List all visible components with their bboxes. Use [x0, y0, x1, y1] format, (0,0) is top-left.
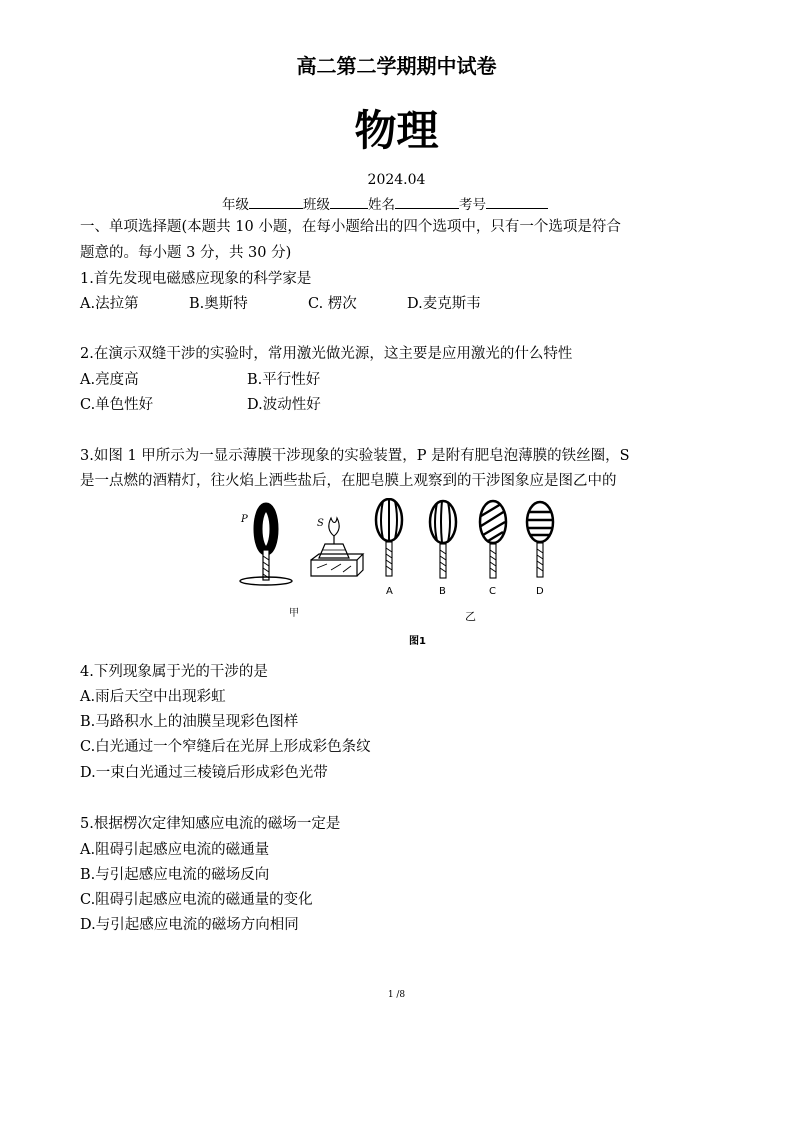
class-label: 班级 — [303, 197, 330, 213]
q1-stem: 1.首先发现电磁感应现象的科学家是 — [80, 271, 312, 287]
grade-blank[interactable] — [249, 195, 303, 209]
q4-option-a: A.雨后天空中出现彩虹 — [80, 689, 226, 705]
q3-stem-line1: 3.如图 1 甲所示为一显示薄膜干涉现象的实验装置，P 是附有肥皂泡薄膜的铁丝圈，S — [80, 448, 630, 464]
q1-option-a: A.法拉第 — [80, 296, 139, 312]
exam-title: 高二第二学期期中试卷 — [296, 54, 497, 78]
section-heading-line2: 题意的。每小题 3 分，共 30 分) — [80, 245, 292, 261]
q4-option-d: D.一束白光通过三棱镜后形成彩色光带 — [80, 765, 328, 781]
label-s: S — [317, 518, 324, 529]
fringe-option-c — [480, 501, 506, 578]
q5-stem: 5.根据楞次定律知感应电流的磁场一定是 — [80, 816, 341, 832]
q1-option-b: B.奥斯特 — [189, 296, 248, 312]
fringe-option-a — [376, 499, 402, 576]
q5-option-d: D.与引起感应电流的磁场方向相同 — [80, 917, 299, 933]
q1-option-d: D.麦克斯韦 — [407, 296, 481, 312]
q2-stem: 2.在演示双缝干涉的实验时，常用激光做光源，这主要是应用激光的什么特性 — [80, 346, 573, 362]
subject-title: 物理 — [354, 106, 439, 155]
q1-option-c: C. 楞次 — [308, 296, 357, 312]
label-p: P — [241, 514, 248, 525]
name-label: 姓名 — [368, 197, 395, 213]
fringe-option-b — [430, 501, 456, 578]
q3-stem-line2: 是一点燃的酒精灯，往火焰上洒些盐后，在肥皂膜上观察到的干涉图象应是图乙中的 — [80, 473, 617, 489]
fringe-option-d — [527, 502, 553, 577]
grade-label: 年级 — [222, 197, 249, 213]
label-yi: 乙 — [465, 610, 476, 623]
q5-option-a: A.阻碍引起感应电流的磁通量 — [80, 842, 270, 858]
class-blank[interactable] — [330, 195, 368, 209]
q4-stem: 4.下列现象属于光的干涉的是 — [80, 664, 268, 680]
q2-option-d: D.波动性好 — [247, 397, 321, 413]
choice-label-a: A — [386, 586, 393, 597]
student-info-line — [222, 193, 548, 213]
q4-option-c: C.白光通过一个窄缝后在光屏上形成彩色条纹 — [80, 739, 371, 755]
q5-option-c: C.阻碍引起感应电流的磁通量的变化 — [80, 892, 313, 908]
label-jia: 甲 — [289, 608, 299, 619]
figure-1 — [231, 498, 561, 650]
q4-option-b: B.马路积水上的油膜呈现彩色图样 — [80, 714, 299, 730]
choice-label-c: C — [489, 586, 496, 597]
q2-option-c: C.单色性好 — [80, 397, 154, 413]
figure-caption: 图1 — [409, 636, 426, 647]
exam-number-label: 考号 — [459, 197, 486, 213]
page-number: 1 /8 — [387, 990, 406, 1000]
q2-option-b: B.平行性好 — [247, 372, 321, 388]
name-blank[interactable] — [395, 195, 459, 209]
exam-number-blank[interactable] — [486, 195, 548, 209]
exam-date: 2024.04 — [367, 172, 426, 188]
choice-label-b: B — [439, 586, 446, 597]
wire-loop-apparatus — [240, 507, 292, 585]
choice-label-d: D — [536, 586, 544, 597]
q5-option-b: B.与引起感应电流的磁场反向 — [80, 867, 270, 883]
q2-option-a: A.亮度高 — [80, 372, 139, 388]
section-heading-line1: 一、单项选择题(本题共 10 小题，在每小题给出的四个选项中，只有一个选项是符合 — [80, 219, 621, 235]
